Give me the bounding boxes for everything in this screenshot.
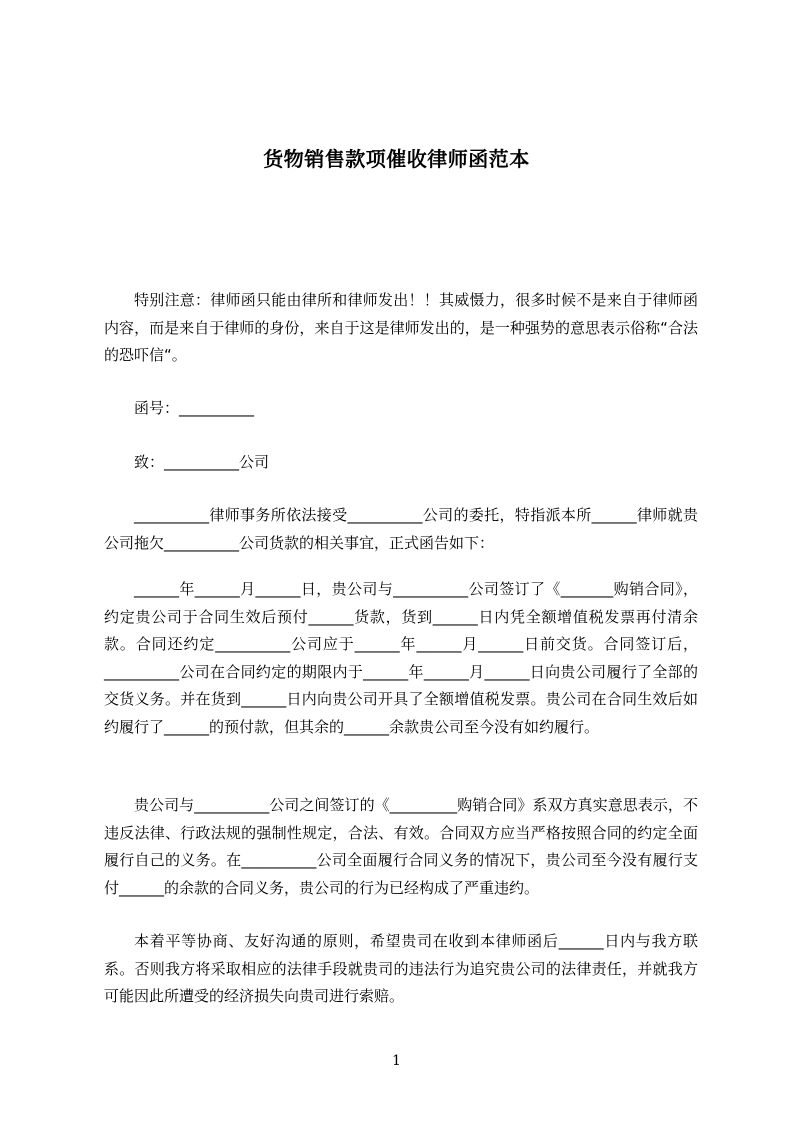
document-title: 货物销售款项催收律师函范本 (263, 147, 530, 171)
analysis-text: 贵公司与__________公司之间签订的《_________购销合同》系双方真实意思表示，不违反法律、行政法规的强制性规定，合法、有效。合同双方应当严格按照合同的约定全面履行自己的义务。在__________公司全面履行合同义务的情况下，贵公司至今没有履行支付______的余款的合同义务，贵公司的行为已经构成了严重违约。 (104, 796, 698, 897)
closing-paragraph (104, 928, 698, 1011)
notice-text: 特别注意：律师函只能由律所和律师发出！！其威慑力，很多时候不是来自于律师函内容，而是来自于律师的身份，来自于这是律师发出的，是一种强势的意思表示俗称“合法的恐吓信“。 (104, 291, 698, 364)
addressee-line (104, 449, 698, 477)
addressee-text: 致：__________公司 (134, 453, 270, 471)
facts-paragraph (104, 576, 698, 741)
page-number: 1 (392, 1053, 401, 1069)
closing-text: 本着平等协商、友好沟通的原则，希望贵司在收到本律师函后______日内与我方联系。否则我方将采取相应的法律手段就贵司的违法行为追究贵公司的法律责任，并就我方可能因此所遭受的经济损失向贵司进行索赔。 (104, 932, 698, 1005)
intro-text: __________律师事务所依法接受__________公司的委托，特指派本所______律师就贵公司拖欠__________公司货款的相关事宜，正式函告如下： (104, 506, 698, 552)
analysis-paragraph (104, 792, 698, 902)
letter-number-line (104, 395, 698, 423)
intro-paragraph (104, 502, 698, 557)
letter-number-text: 函号：__________ (134, 399, 255, 417)
facts-text: ______年______月______日，贵公司与__________公司签订了《_______购销合同》，约定贵公司于合同生效后预付______货款，货到______日内凭全额增值税发票再付清余款。合同还约定__________公司应于______年______月______日前交货。合同签订后，__________公司在合同约定的期限内于______年______月______日向贵公司履行了全部的交货义务。并在货到______日内向贵公司开具了全额增值税发票。贵公司在合同生效后如约履行了______的预付款，但其余的______余款贵公司至今没有如约履行。 (104, 580, 698, 736)
notice-paragraph (104, 287, 698, 370)
